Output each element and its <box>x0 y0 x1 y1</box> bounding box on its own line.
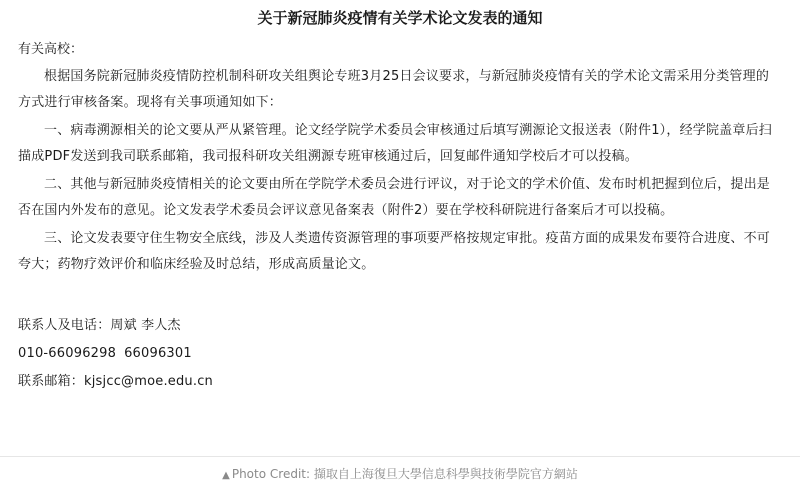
item-3-paragraph: 三、论文发表要守住生物安全底线，涉及人类遗传资源管理的事项要严格按规定审批。疫苗方面的成果发布要符合进度、不可夸大；药物疗效评价和临床经验及时总结，形成高质量论文。 <box>18 231 771 272</box>
section-spacer <box>18 280 782 312</box>
item-1-paragraph: 一、病毒溯源相关的论文要从严从紧管理。论文经学院学术委员会审核通过后填写溯源论文报送表（附件1），经学院盖章后扫描成PDF发送到我司联系邮箱，我司报科研攻关组溯源专班审核通过后，回复邮件通知学校后才可以投稿。 <box>18 123 772 164</box>
photo-credit-bar <box>0 456 800 492</box>
contact-person-names: 周斌 李人杰 <box>110 318 181 333</box>
contact-person-label: 联系人及电话： <box>18 318 111 333</box>
item-2-paragraph: 二、其他与新冠肺炎疫情相关的论文要由所在学院学术委员会进行评议，对于论文的学术价值、发布时机把握到位后，提出是否在国内外发布的意见。论文发表学术委员会评议意见备案表（附件2）要在学校科研院进行备案后才可以投稿。 <box>18 177 771 218</box>
salutation: 有关高校： <box>18 42 84 57</box>
contact-phone-1: 010-66096298 <box>18 346 117 361</box>
photo-credit-text: Photo Credit: 擷取自上海復旦大學信息科學與技術學院官方網站 <box>231 467 578 481</box>
notice-title: 关于新冠肺炎疫情有关学术论文发表的通知 <box>257 9 543 27</box>
contact-person-line <box>18 312 782 340</box>
contact-email-label: 联系邮箱： <box>18 374 85 389</box>
contact-email: kjsjcc@moe.edu.cn <box>84 374 213 389</box>
contact-phone-2: 66096301 <box>124 346 192 361</box>
triangle-up-icon: ▲ <box>222 470 230 481</box>
contact-phone-line <box>18 340 782 368</box>
intro-paragraph: 根据国务院新冠肺炎疫情防控机制科研攻关组舆论专班3月25日会议要求，与新冠肺炎疫情有关的学术论文需采用分类管理的方式进行审核备案。现将有关事项通知如下： <box>18 69 770 110</box>
contact-email-line <box>18 368 782 396</box>
